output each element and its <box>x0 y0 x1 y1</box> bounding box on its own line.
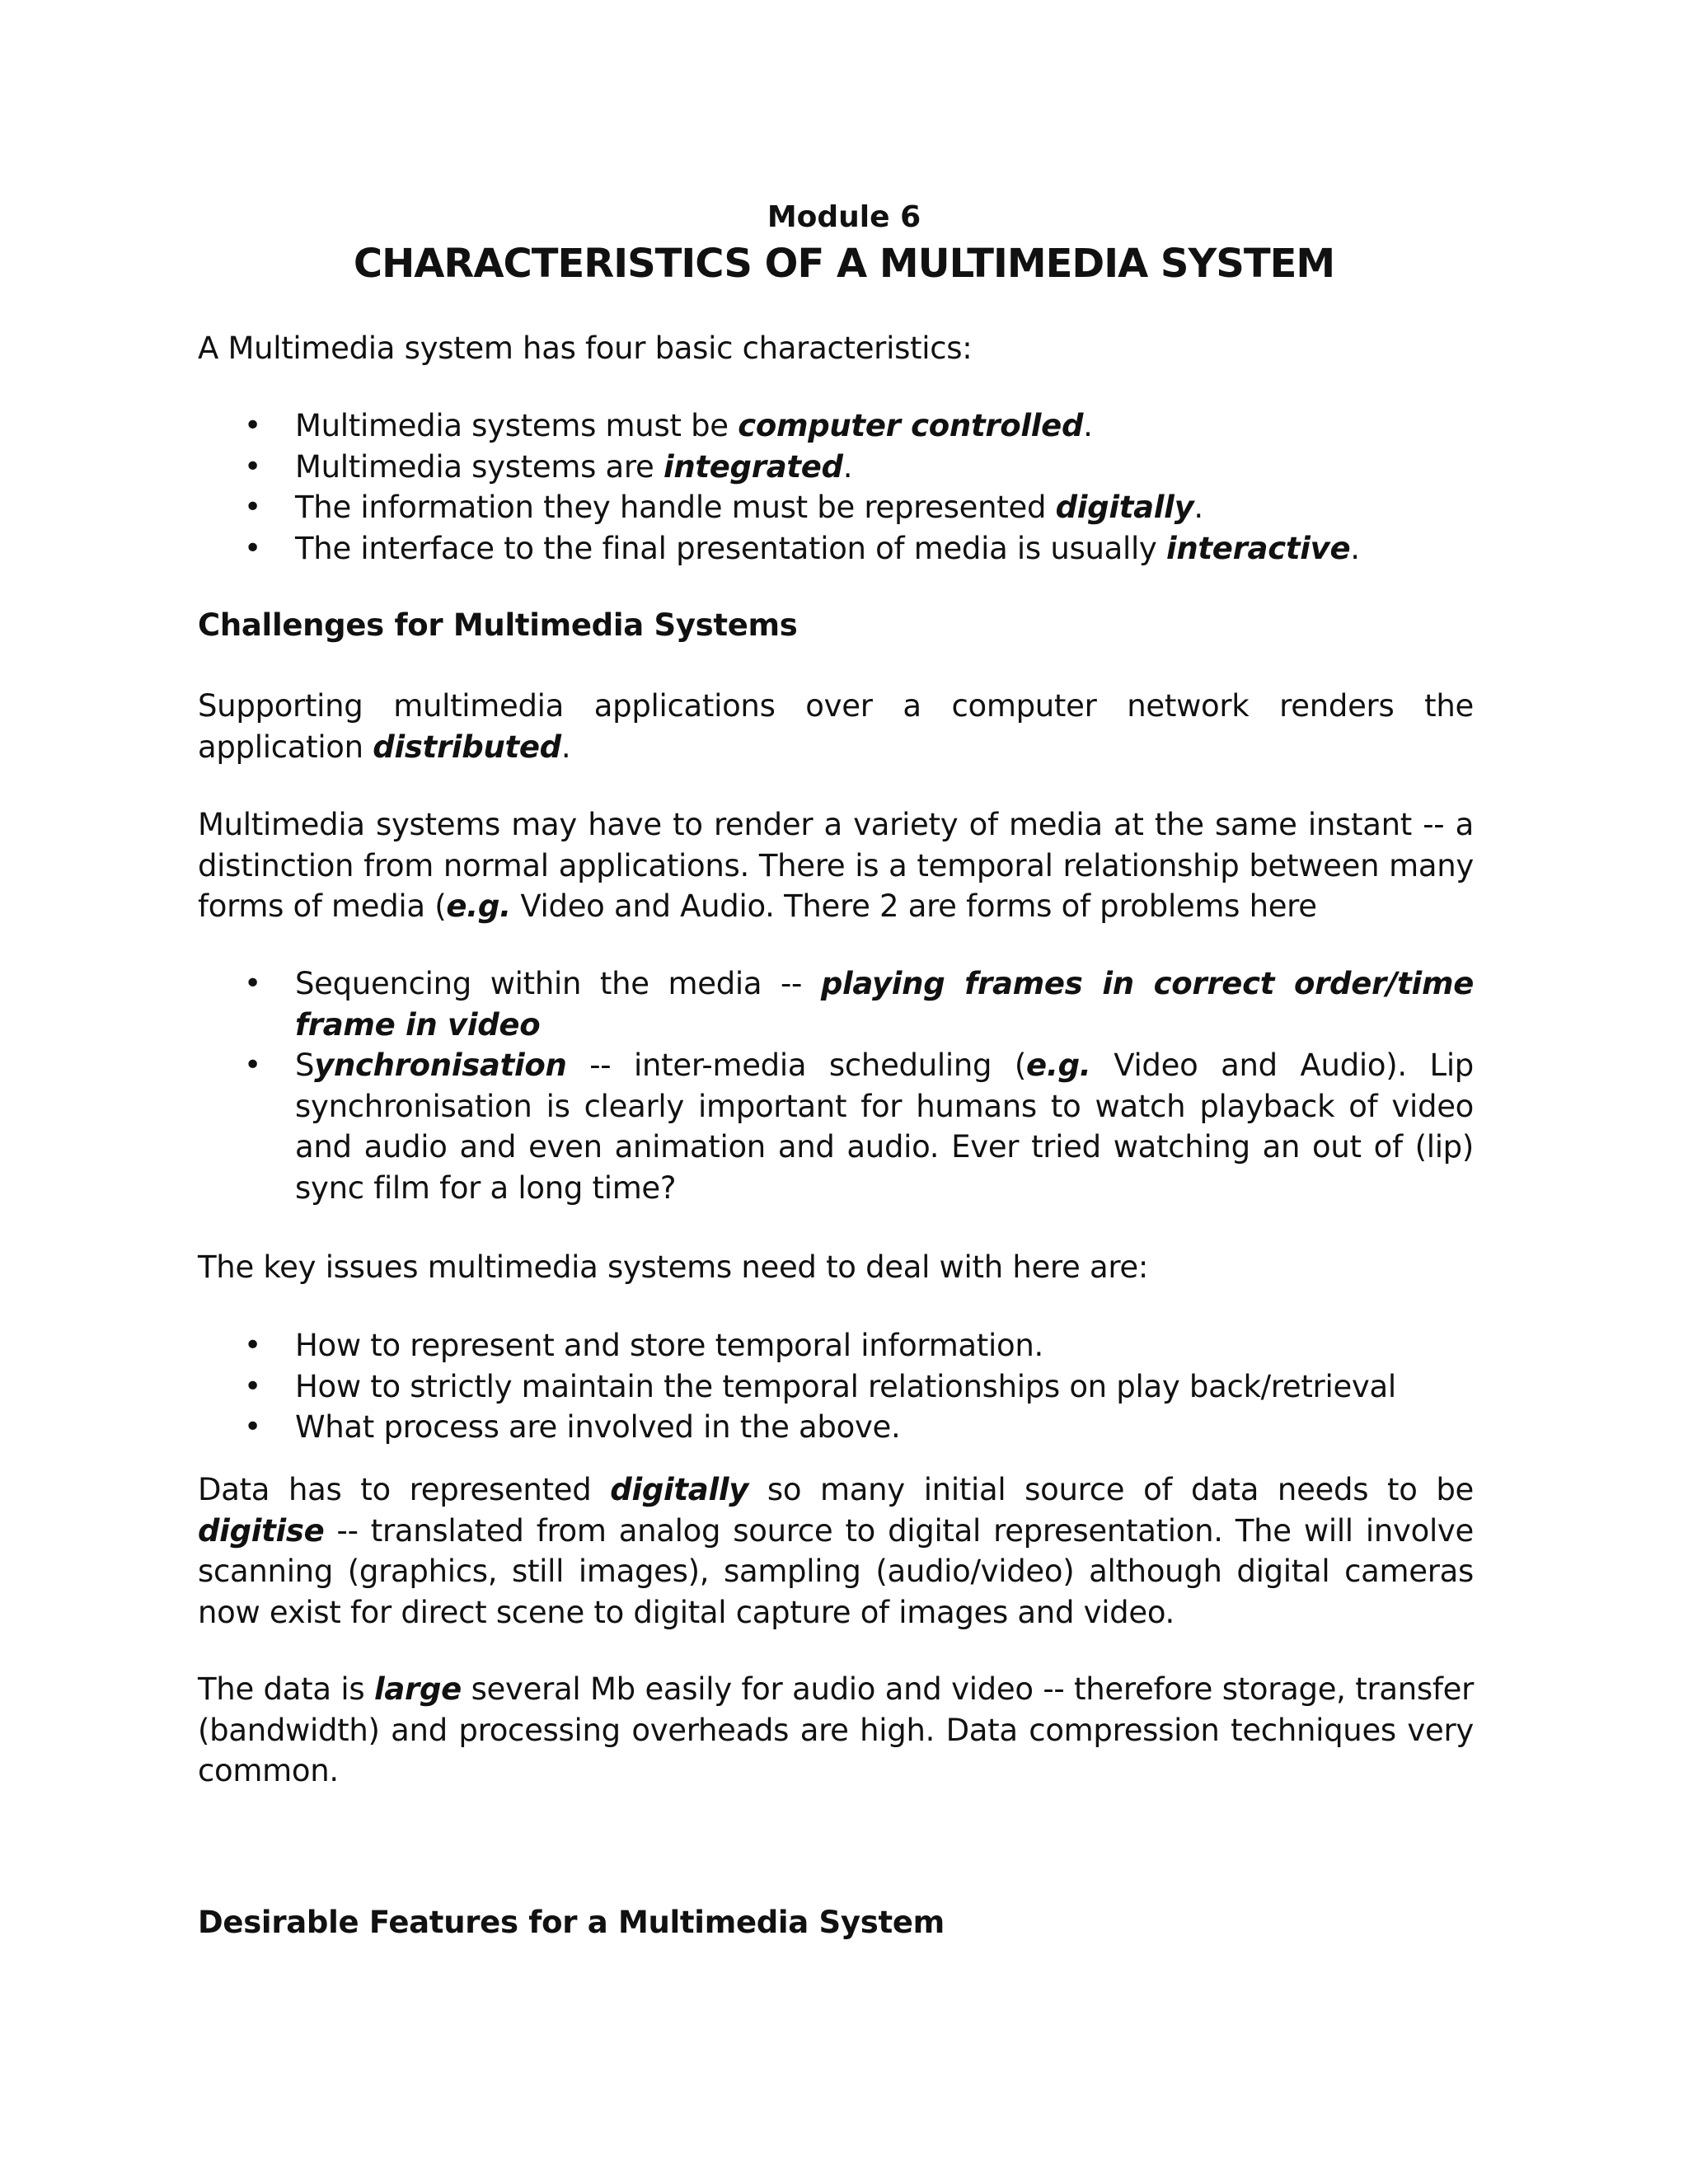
bullet-icon: • <box>244 409 261 443</box>
distributed-paragraph: Supporting multimedia applications over a computer network renders the application distributed. <box>198 688 1474 765</box>
bullet-icon: • <box>244 449 261 484</box>
bullet-icon: • <box>244 490 261 524</box>
bullet-icon: • <box>244 1369 261 1404</box>
challenges-heading: Challenges for Multimedia Systems <box>198 607 798 643</box>
list-item: • How to represent and store temporal information. <box>198 1325 1474 1366</box>
bullet-icon: • <box>244 967 261 1001</box>
list-item: • The interface to the final presentation of media is usually interactive. <box>198 528 1474 569</box>
problems-list <box>198 963 1474 1208</box>
bullet-icon: • <box>244 1410 261 1444</box>
intro-paragraph: A Multimedia system has four basic characteristics: <box>198 330 973 366</box>
desirable-heading: Desirable Features for a Multimedia System <box>198 1905 945 1940</box>
digitise-paragraph: Data has to represented digitally so many initial source of data needs to be digitise -- translated from analog source to digital representation. The will involve scanning (graphics, still images), sampling (audio/video) although digital cameras now exist for direct scene to digital capture of images and video. <box>198 1472 1475 1630</box>
key-issues-list <box>198 1325 1474 1448</box>
large-data-paragraph: The data is large several Mb easily for audio and video -- therefore storage, transfer (bandwidth) and processing overheads are high. Data compression techniques very common. <box>198 1671 1474 1788</box>
characteristics-list <box>198 405 1474 569</box>
list-item: • What process are involved in the above. <box>198 1407 1474 1448</box>
temporal-paragraph: Multimedia systems may have to render a variety of media at the same instant -- a distinction from normal applications. There is a temporal relationship between many forms of media (e.g. Video and Audio. There 2 are forms of problems here <box>198 807 1474 924</box>
key-issues-intro: The key issues multimedia systems need to deal with here are: <box>198 1249 1149 1285</box>
list-item: • The information they handle must be represented digitally. <box>198 487 1474 528</box>
list-item: • Sequencing within the media -- playing frames in correct order/time frame in video <box>198 963 1474 1045</box>
module-label: Module 6 <box>767 200 921 234</box>
list-item: • How to strictly maintain the temporal relationships on play back/retrieval <box>198 1366 1474 1408</box>
page-title: CHARACTERISTICS OF A MULTIMEDIA SYSTEM <box>353 241 1335 287</box>
bullet-icon: • <box>244 1048 261 1082</box>
bullet-icon: • <box>244 531 261 565</box>
bullet-icon: • <box>244 1329 261 1362</box>
list-item: • Synchronisation -- inter-media scheduling (e.g. Video and Audio). Lip synchronisation is clearly important for humans to watch playback of video and audio and even animation and audio. Ever tried watching an out of (lip) sync film for a long time? <box>198 1045 1474 1208</box>
list-item: • Multimedia systems must be computer controlled. <box>198 405 1474 447</box>
list-item: • Multimedia systems are integrated. <box>198 447 1474 488</box>
